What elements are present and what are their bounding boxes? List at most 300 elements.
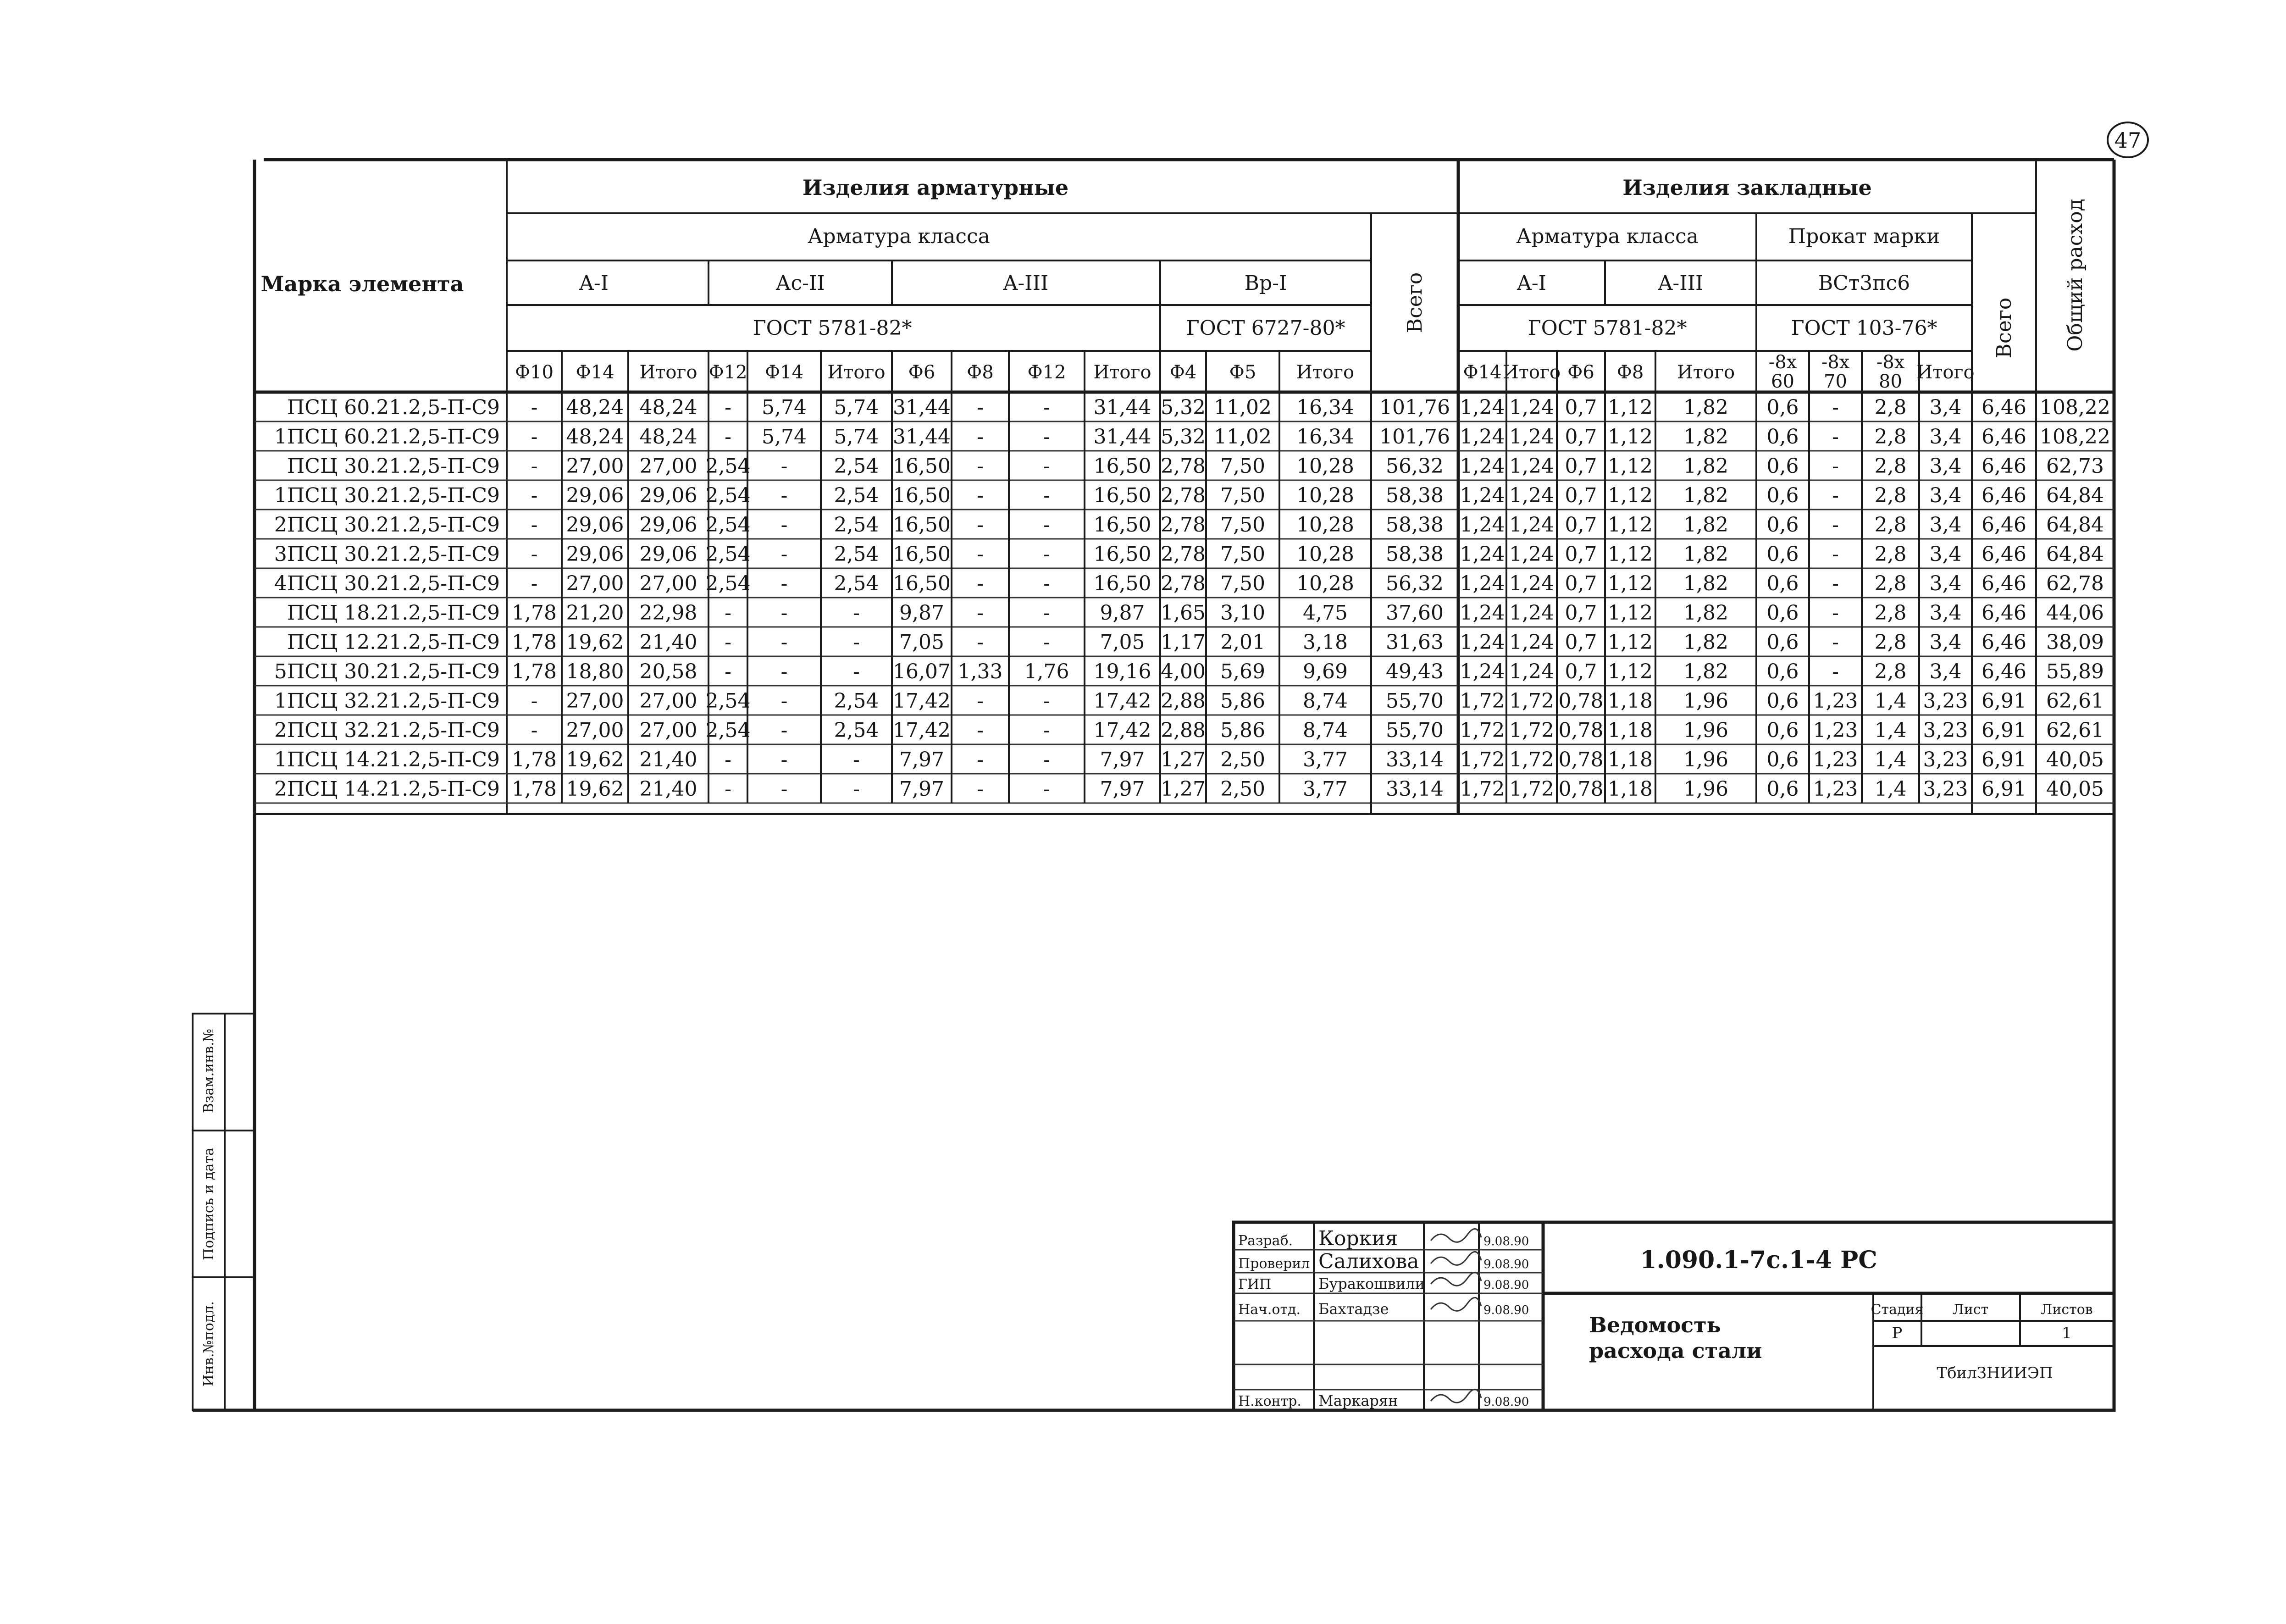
table-cell: 1,82 <box>1683 425 1728 449</box>
table-cell: 2,54 <box>705 454 751 478</box>
table-cell: - <box>1832 484 1839 507</box>
table-cell: 1,24 <box>1509 425 1554 449</box>
table-cell: - <box>780 748 788 771</box>
table-cell: 2,88 <box>1161 719 1206 742</box>
table-cell: 108,22 <box>2040 425 2110 449</box>
table-cell: 27,00 <box>639 719 697 742</box>
table-cell: 3,4 <box>1929 396 1962 419</box>
group-left-header: Изделия арматурные <box>802 175 1069 200</box>
table-cell: 0,6 <box>1766 689 1799 713</box>
table-cell: 7,97 <box>1100 777 1145 801</box>
table-cell: 10,28 <box>1296 572 1354 595</box>
table-cell: - <box>977 454 984 478</box>
table-cell: - <box>725 601 731 625</box>
listov-value: 1 <box>2062 1324 2072 1342</box>
table-cell: 0,7 <box>1565 513 1597 537</box>
table-cell: - <box>977 777 984 801</box>
subheader-cell: Итого <box>1296 362 1355 383</box>
table-cell: - <box>977 484 984 507</box>
table-cell: - <box>725 660 731 683</box>
table-cell: 1,24 <box>1460 454 1505 478</box>
side-stamp <box>193 1014 255 1410</box>
table-cell: 62,61 <box>2046 719 2104 742</box>
class-a1: A-I <box>579 272 609 295</box>
role-name: Бахтадзе <box>1318 1300 1389 1318</box>
table-cell: - <box>725 425 731 449</box>
role-label: Нач.отд. <box>1238 1302 1301 1318</box>
table-cell: - <box>1832 513 1839 537</box>
table-cell: 2,54 <box>705 484 751 507</box>
row-element-name: 1ПСЦ 32.21.2,5-П-С9 <box>274 689 500 713</box>
subheader-cell: Итого <box>639 362 697 383</box>
doc-title-line: Ведомость <box>1589 1313 1721 1337</box>
table-cell: 3,23 <box>1923 719 1968 742</box>
table-cell: 6,46 <box>1982 660 2026 683</box>
page-number-badge <box>2108 122 2148 157</box>
table-cell: 29,06 <box>566 513 624 537</box>
table-cell: 1,12 <box>1608 543 1653 566</box>
signature-mark <box>1431 1389 1481 1402</box>
table-cell: 31,63 <box>1386 631 1444 654</box>
table-cell: 0,7 <box>1565 425 1597 449</box>
row-element-name: ПСЦ 30.21.2,5-П-С9 <box>287 454 500 478</box>
table-cell: 7,50 <box>1220 543 1265 566</box>
table-cell: 16,34 <box>1296 396 1354 419</box>
table-cell: - <box>1043 513 1050 537</box>
table-cell: - <box>977 513 984 537</box>
table-cell: - <box>1832 660 1839 683</box>
table-row <box>255 396 2114 421</box>
table-cell: 1,82 <box>1683 454 1728 478</box>
table-cell: 10,28 <box>1296 513 1354 537</box>
table-cell: 19,62 <box>566 777 624 801</box>
row-element-name: 1ПСЦ 30.21.2,5-П-С9 <box>274 484 500 507</box>
table-cell: 6,46 <box>1982 396 2026 419</box>
table-cell: 21,40 <box>639 777 697 801</box>
table-cell: 2,8 <box>1874 425 1907 449</box>
table-cell: 1,23 <box>1813 748 1858 771</box>
table-cell: 56,32 <box>1386 572 1444 595</box>
table-cell: 6,46 <box>1982 454 2026 478</box>
doc-code: 1.090.1-7с.1-4 РС <box>1640 1246 1877 1274</box>
table-cell: 7,05 <box>899 631 944 654</box>
table-cell: 1,82 <box>1683 543 1728 566</box>
table-cell: 5,32 <box>1161 396 1206 419</box>
subheader-cell: Ф12 <box>1027 362 1066 383</box>
table-cell: 1,72 <box>1460 777 1505 801</box>
table-row <box>255 689 2114 715</box>
table-cell: 2,78 <box>1161 454 1206 478</box>
role-name: Маркарян <box>1318 1392 1398 1409</box>
table-cell: 29,06 <box>639 484 697 507</box>
role-label: Проверил <box>1238 1256 1310 1272</box>
table-cell: 10,28 <box>1296 543 1354 566</box>
table-cell: 2,8 <box>1874 572 1907 595</box>
gost-103: ГОСТ 103-76* <box>1791 316 1937 340</box>
table-cell: 9,69 <box>1303 660 1348 683</box>
table-cell: 3,10 <box>1220 601 1265 625</box>
table-cell: 0,7 <box>1565 396 1597 419</box>
listov-label: Листов <box>2041 1302 2093 1318</box>
table-cell: 2,78 <box>1161 572 1206 595</box>
subheader-cell: -8x <box>1768 352 1797 373</box>
table-cell: 1,23 <box>1813 777 1858 801</box>
table-cell: 16,50 <box>1093 513 1151 537</box>
table-cell: 1,23 <box>1813 689 1858 713</box>
table-cell: 1,72 <box>1509 689 1554 713</box>
table-cell: 0,6 <box>1766 719 1799 742</box>
table-cell: 2,78 <box>1161 543 1206 566</box>
table-cell: 21,40 <box>639 631 697 654</box>
signature-mark <box>1431 1297 1481 1311</box>
table-cell: 1,24 <box>1509 631 1554 654</box>
table-cell: 2,54 <box>705 543 751 566</box>
table-cell: - <box>1043 572 1050 595</box>
table-cell: 3,4 <box>1929 572 1962 595</box>
table-cell: - <box>1043 396 1050 419</box>
table-cell: 16,50 <box>893 572 951 595</box>
subheader-cell: Ф8 <box>967 362 994 383</box>
table-cell: 3,4 <box>1929 425 1962 449</box>
table-cell: 2,54 <box>705 719 751 742</box>
table-cell: 16,34 <box>1296 425 1354 449</box>
table-cell: 1,96 <box>1683 689 1728 713</box>
table-cell: - <box>1832 425 1839 449</box>
table-cell: 7,97 <box>899 777 944 801</box>
subheader-cell: 80 <box>1879 371 1902 392</box>
table-cell: - <box>1043 631 1050 654</box>
table-cell: 3,23 <box>1923 777 1968 801</box>
table-cell: 1,27 <box>1161 748 1206 771</box>
subheader-cell: Ф14 <box>576 362 614 383</box>
table-cell: - <box>977 719 984 742</box>
table-cell: 16,50 <box>893 513 951 537</box>
table-cell: 1,96 <box>1683 719 1728 742</box>
row-element-name: 1ПСЦ 14.21.2,5-П-С9 <box>274 748 500 771</box>
table-cell: 7,97 <box>899 748 944 771</box>
table-cell: 16,50 <box>893 484 951 507</box>
table-cell: 2,54 <box>705 689 751 713</box>
table-cell: 6,91 <box>1982 777 2026 801</box>
table-cell: 0,7 <box>1565 484 1597 507</box>
table-cell: - <box>780 484 788 507</box>
table-cell: 62,73 <box>2046 454 2104 478</box>
table-cell: 5,74 <box>762 396 807 419</box>
table-cell: 1,24 <box>1509 396 1554 419</box>
group-right-header: Изделия закладные <box>1622 175 1872 200</box>
table-cell: 1,72 <box>1460 719 1505 742</box>
table-cell: 16,07 <box>893 660 951 683</box>
table-cell: 0,78 <box>1558 719 1604 742</box>
table-cell: 33,14 <box>1386 777 1444 801</box>
prokat-marki: Прокат марки <box>1788 225 1940 248</box>
table-cell: 1,96 <box>1683 777 1728 801</box>
table-cell: 3,23 <box>1923 689 1968 713</box>
row-element-name: 2ПСЦ 32.21.2,5-П-С9 <box>274 719 500 742</box>
table-cell: 19,16 <box>1093 660 1151 683</box>
table-cell: - <box>853 660 860 683</box>
table-cell: 2,8 <box>1874 513 1907 537</box>
subheader-cell: Ф6 <box>908 362 935 383</box>
table-cell: 1,78 <box>512 660 557 683</box>
table-cell: 8,74 <box>1303 719 1348 742</box>
subheader-cell: Ф12 <box>708 362 747 383</box>
row-element-name: ПСЦ 12.21.2,5-П-С9 <box>287 631 500 654</box>
table-cell: 3,4 <box>1929 513 1962 537</box>
table-cell: 16,50 <box>893 543 951 566</box>
table-cell: 2,01 <box>1220 631 1265 654</box>
table-cell: 5,86 <box>1220 719 1265 742</box>
table-cell: - <box>1043 748 1050 771</box>
table-cell: 27,00 <box>566 689 624 713</box>
table-cell: 0,6 <box>1766 484 1799 507</box>
table-cell: 9,87 <box>1100 601 1145 625</box>
table-cell: - <box>977 572 984 595</box>
table-cell: 108,22 <box>2040 396 2110 419</box>
table-cell: 101,76 <box>1379 425 1450 449</box>
subheader-cell: 70 <box>1824 371 1847 392</box>
table-cell: - <box>977 396 984 419</box>
row-element-name: 3ПСЦ 30.21.2,5-П-С9 <box>274 543 500 566</box>
table-row <box>255 719 2114 744</box>
stamp-inv-podl: Инв.№подл. <box>201 1301 217 1387</box>
table-cell: 1,12 <box>1608 660 1653 683</box>
role-row <box>1238 1297 1529 1318</box>
table-cell: 101,76 <box>1379 396 1450 419</box>
table-cell: 0,6 <box>1766 396 1799 419</box>
subheader-cell: Ф8 <box>1616 362 1644 383</box>
row-element-name: ПСЦ 18.21.2,5-П-С9 <box>287 601 500 625</box>
table-cell: - <box>780 719 788 742</box>
table-cell: - <box>1043 689 1050 713</box>
table-cell: 1,78 <box>512 748 557 771</box>
table-row <box>255 572 2114 598</box>
table-cell: 56,32 <box>1386 454 1444 478</box>
table-cell: 0,7 <box>1565 631 1597 654</box>
table-cell: - <box>531 719 538 742</box>
table-cell: 1,72 <box>1460 748 1505 771</box>
table-cell: 6,91 <box>1982 748 2026 771</box>
table-cell: 2,54 <box>834 484 879 507</box>
table-cell: 22,98 <box>639 601 697 625</box>
table-cell: 1,24 <box>1460 513 1505 537</box>
table-cell: 3,4 <box>1929 484 1962 507</box>
table-cell: 27,00 <box>639 454 697 478</box>
table-cell: 37,60 <box>1386 601 1444 625</box>
table-cell: - <box>780 660 788 683</box>
subheader-cell: Ф4 <box>1169 362 1197 383</box>
table-cell: - <box>1043 484 1050 507</box>
table-cell: 16,50 <box>1093 484 1151 507</box>
table-cell: 1,78 <box>512 601 557 625</box>
table-cell: - <box>725 396 731 419</box>
subheader-cell: Итого <box>827 362 886 383</box>
class-a3: A-III <box>1003 272 1049 295</box>
table-cell: - <box>531 543 538 566</box>
table-cell: 7,05 <box>1100 631 1145 654</box>
table-cell: 2,8 <box>1874 660 1907 683</box>
table-cell: - <box>1043 601 1050 625</box>
table-cell: - <box>977 631 984 654</box>
role-name: Буракошвили <box>1318 1275 1425 1292</box>
table-cell: 20,58 <box>639 660 697 683</box>
table-cell: 1,4 <box>1874 719 1907 742</box>
table-cell: 2,8 <box>1874 631 1907 654</box>
table-cell: 0,7 <box>1565 660 1597 683</box>
table-cell: 2,54 <box>834 543 879 566</box>
row-element-name: 2ПСЦ 14.21.2,5-П-С9 <box>274 777 500 801</box>
table-cell: 3,23 <box>1923 748 1968 771</box>
table-cell: - <box>725 777 731 801</box>
table-cell: - <box>853 631 860 654</box>
list-label: Лист <box>1952 1302 1989 1318</box>
table-cell: - <box>1043 777 1050 801</box>
table-cell: 9,87 <box>899 601 944 625</box>
table-cell: - <box>1043 719 1050 742</box>
table-cell: 1,82 <box>1683 513 1728 537</box>
table-cell: - <box>780 543 788 566</box>
table-cell: 0,7 <box>1565 454 1597 478</box>
table-cell: 6,46 <box>1982 484 2026 507</box>
table-cell: 5,74 <box>762 425 807 449</box>
table-cell: 27,00 <box>639 572 697 595</box>
table-cell: 1,82 <box>1683 601 1728 625</box>
title-block-roles <box>1238 1227 1529 1409</box>
table-cell: - <box>853 777 860 801</box>
steel-grade: ВСт3пс6 <box>1818 272 1910 295</box>
table-cell: - <box>1832 601 1839 625</box>
table-cell: 48,24 <box>566 425 624 449</box>
role-date: 9.08.90 <box>1483 1303 1529 1317</box>
table-cell: 64,84 <box>2046 543 2104 566</box>
row-element-name: 1ПСЦ 60.21.2,5-П-С9 <box>274 425 500 449</box>
table-cell: 0,6 <box>1766 660 1799 683</box>
table-cell: 0,6 <box>1766 425 1799 449</box>
table-cell: 1,12 <box>1608 425 1653 449</box>
role-date: 9.08.90 <box>1483 1258 1529 1271</box>
table-cell: 3,77 <box>1303 777 1348 801</box>
table-cell: 1,24 <box>1509 601 1554 625</box>
table-row <box>255 748 2114 774</box>
role-row <box>1238 1250 1529 1273</box>
table-cell: 38,09 <box>2046 631 2104 654</box>
table-cell: 1,24 <box>1460 484 1505 507</box>
table-cell: 5,74 <box>834 425 879 449</box>
table-cell: 1,17 <box>1161 631 1206 654</box>
table-cell: 2,88 <box>1161 689 1206 713</box>
table-cell: 2,54 <box>705 572 751 595</box>
table-cell: 2,78 <box>1161 484 1206 507</box>
role-label: Разраб. <box>1238 1233 1293 1249</box>
table-cell: 11,02 <box>1214 425 1272 449</box>
table-cell: 6,46 <box>1982 572 2026 595</box>
table-cell: 0,7 <box>1565 572 1597 595</box>
subheader-cell: Ф5 <box>1229 362 1256 383</box>
table-cell: 55,70 <box>1386 719 1444 742</box>
table-cell: 0,6 <box>1766 543 1799 566</box>
table-cell: 6,46 <box>1982 513 2026 537</box>
table-cell: 2,8 <box>1874 484 1907 507</box>
table-row <box>255 601 2114 627</box>
subheader-cell: Ф14 <box>1463 362 1502 383</box>
subheader-cell: Итого <box>1916 362 1975 383</box>
table-cell: 1,72 <box>1509 719 1554 742</box>
table-cell: 1,24 <box>1509 543 1554 566</box>
role-label: ГИП <box>1238 1276 1272 1292</box>
table-cell: 27,00 <box>566 454 624 478</box>
table-cell: 58,38 <box>1386 484 1444 507</box>
table-cell: 2,54 <box>834 513 879 537</box>
armatura-klassa-right: Арматура класса <box>1516 225 1699 248</box>
table-cell: 1,82 <box>1683 572 1728 595</box>
table-cell: 1,72 <box>1460 689 1505 713</box>
row-element-name: 4ПСЦ 30.21.2,5-П-С9 <box>274 572 500 595</box>
table-cell: 1,24 <box>1460 601 1505 625</box>
table-cell: - <box>977 748 984 771</box>
table-cell: - <box>977 601 984 625</box>
table-cell: 64,84 <box>2046 513 2104 537</box>
table-cell: 2,8 <box>1874 396 1907 419</box>
table-cell: 1,24 <box>1509 484 1554 507</box>
table-cell: 1,24 <box>1509 454 1554 478</box>
table-cell: - <box>1043 454 1050 478</box>
subheader-cell: Ф14 <box>764 362 804 383</box>
table-cell: 1,12 <box>1608 631 1653 654</box>
table-cell: 0,7 <box>1565 543 1597 566</box>
table-cell: 10,28 <box>1296 454 1354 478</box>
table-cell: 1,76 <box>1024 660 1069 683</box>
table-cell: 48,24 <box>566 396 624 419</box>
table-cell: 1,78 <box>512 631 557 654</box>
table-cell: 0,6 <box>1766 513 1799 537</box>
table-row <box>255 454 2114 480</box>
table-cell: 17,42 <box>1093 719 1151 742</box>
doc-title-line: расхода стали <box>1589 1338 1762 1363</box>
table-cell: 0,78 <box>1558 689 1604 713</box>
table-cell: 48,24 <box>639 396 697 419</box>
table-cell: 8,74 <box>1303 689 1348 713</box>
table-cell: 1,24 <box>1460 425 1505 449</box>
table-cell: 1,24 <box>1460 543 1505 566</box>
table-cell: 19,62 <box>566 748 624 771</box>
table-cell: 19,62 <box>566 631 624 654</box>
table-cell: 0,6 <box>1766 631 1799 654</box>
subheader-cell: -8x <box>1821 352 1850 373</box>
table-cell: 29,06 <box>639 513 697 537</box>
table-cell: 1,24 <box>1460 631 1505 654</box>
table-cell: 6,46 <box>1982 425 2026 449</box>
gost-5781-left: ГОСТ 5781-82* <box>753 316 912 340</box>
table-cell: 0,6 <box>1766 748 1799 771</box>
stadiya-label: Стадия <box>1871 1302 1924 1318</box>
table-cell: 3,4 <box>1929 543 1962 566</box>
table-cell: 40,05 <box>2046 748 2104 771</box>
vsego-right-header: Всего <box>1993 297 2016 359</box>
table-cell: - <box>780 601 788 625</box>
table-cell: 16,50 <box>1093 454 1151 478</box>
table-row <box>255 631 2114 656</box>
table-cell: 2,8 <box>1874 454 1907 478</box>
table-cell: 21,20 <box>566 601 624 625</box>
table-cell: 1,33 <box>958 660 1003 683</box>
table-cell: 31,44 <box>1093 396 1151 419</box>
table-cell: 0,6 <box>1766 601 1799 625</box>
subheader-cell: Ф6 <box>1567 362 1594 383</box>
obshchiy-raskhod-header: Общий расход <box>2064 199 2087 352</box>
table-cell: 3,18 <box>1303 631 1348 654</box>
subheader-cell: Итого <box>1502 362 1561 383</box>
signature-mark <box>1431 1229 1481 1242</box>
